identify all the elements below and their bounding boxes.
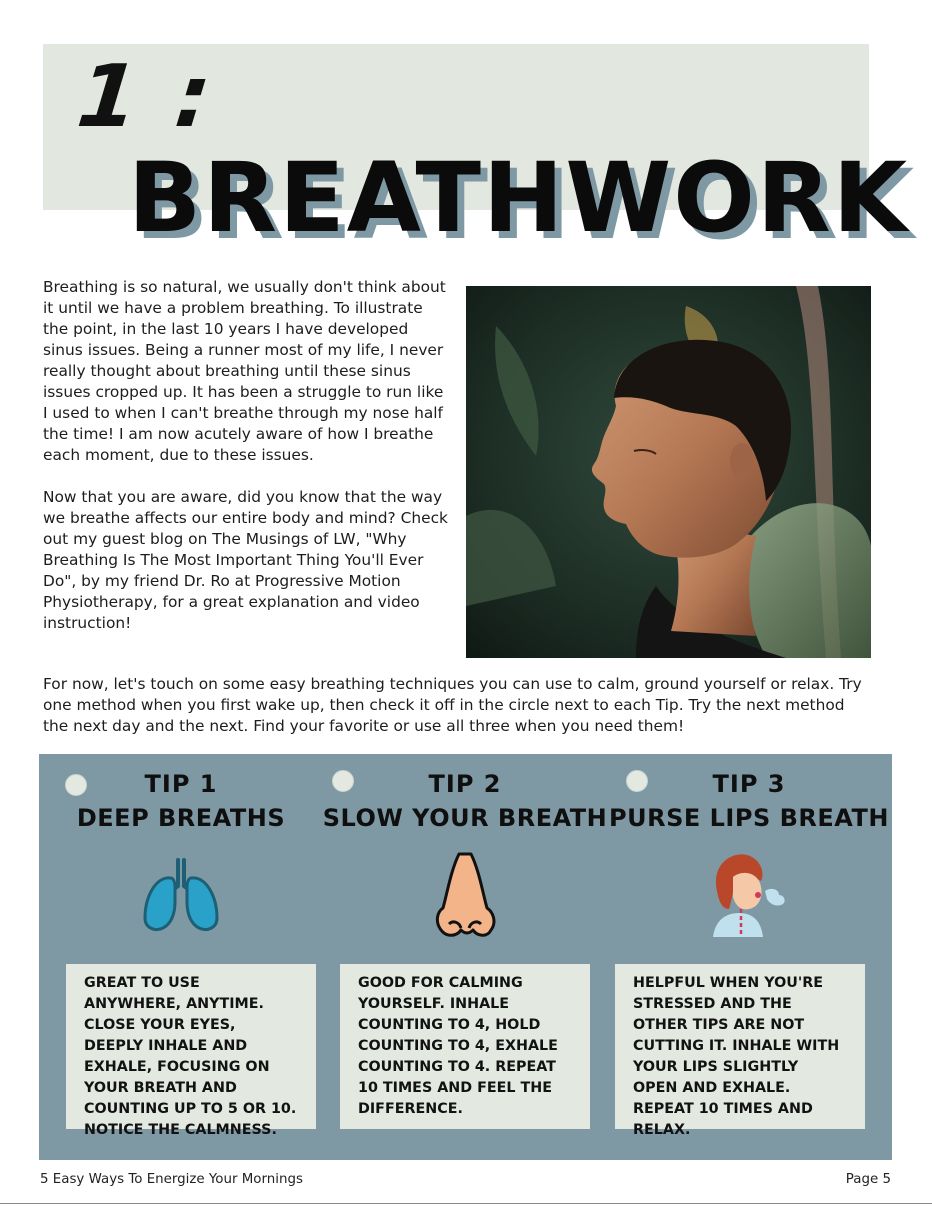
tip-1-number: TIP 1 (144, 770, 218, 798)
tip-card-2 (323, 754, 607, 1160)
exhaling-person-icon (607, 850, 891, 942)
tip-3-number: TIP 3 (712, 770, 786, 798)
tip-3-title: PURSE LIPS BREATH (609, 804, 889, 832)
photo-illustration (466, 286, 871, 658)
tip-3-description: HELPFUL WHEN YOU'RE STRESSED AND THE OTHER TIPS ARE NOT CUTTING IT. INHALE WITH YOUR LIPS SLIGHTLY OPEN AND EXHALE. REPEAT 10 TIMES AND RELAX. (615, 964, 865, 1129)
intro-text (43, 277, 448, 655)
nose-icon (323, 850, 607, 942)
intro-paragraph-1: Breathing is so natural, we usually don't think about it until we have a problem breathing. To illustrate the point, in the last 10 years I have developed sinus issues. Being a runner most of my life, I never really thought about breathing until these sinus issues cropped up. It has been a struggle to run like I used to when I can't breathe through my nose half the time! I am now acutely aware of how I breathe each moment, due to these issues. (43, 278, 446, 464)
tip-2-description: GOOD FOR CALMING YOURSELF. INHALE COUNTING TO 4, HOLD COUNTING TO 4, EXHALE COUNTING TO 4. REPEAT 10 TIMES AND FEEL THE DIFFERENCE. (340, 964, 590, 1129)
tip-card-1 (39, 754, 323, 1160)
tip-card-3 (607, 754, 891, 1160)
lungs-icon (39, 850, 323, 942)
footer-divider (0, 1203, 932, 1204)
tip-1-description: GREAT TO USE ANYWHERE, ANYTIME. CLOSE YOUR EYES, DEEPLY INHALE AND EXHALE, FOCUSING ON YOUR BREATH AND COUNTING UP TO 5 OR 10. NOTICE THE CALMNESS. (66, 964, 316, 1129)
page-title: BREATHWORK (128, 142, 910, 254)
instructions-text: For now, let's touch on some easy breathing techniques you can use to calm, ground yourself or relax. Try one method when you first wake up, then check it off in the circle next to each Tip. Try the next method the next day and the next. Find your favorite or use all three when you need them! (43, 675, 862, 735)
tip-1-title: DEEP BREATHS (76, 804, 286, 832)
tip-2-title: SLOW YOUR BREATH (322, 804, 608, 832)
intro-paragraph-2: Now that you are aware, did you know that the way we breathe affects our entire body and mind? Check out my guest blog on The Musings of LW, "Why Breathing Is The Most Important Thing You'll Ever Do", by my friend Dr. Ro at Progressive Motion Physiotherapy, for a great explanation and video instruction! (43, 488, 448, 632)
footer-page-number: Page 5 (845, 1172, 891, 1187)
tips-panel (39, 754, 892, 1160)
woman-breathing-photo (466, 286, 871, 658)
tip-2-number: TIP 2 (428, 770, 502, 798)
footer-document-title: 5 Easy Ways To Energize Your Mornings (40, 1172, 303, 1187)
section-number: 1 : (72, 47, 220, 147)
